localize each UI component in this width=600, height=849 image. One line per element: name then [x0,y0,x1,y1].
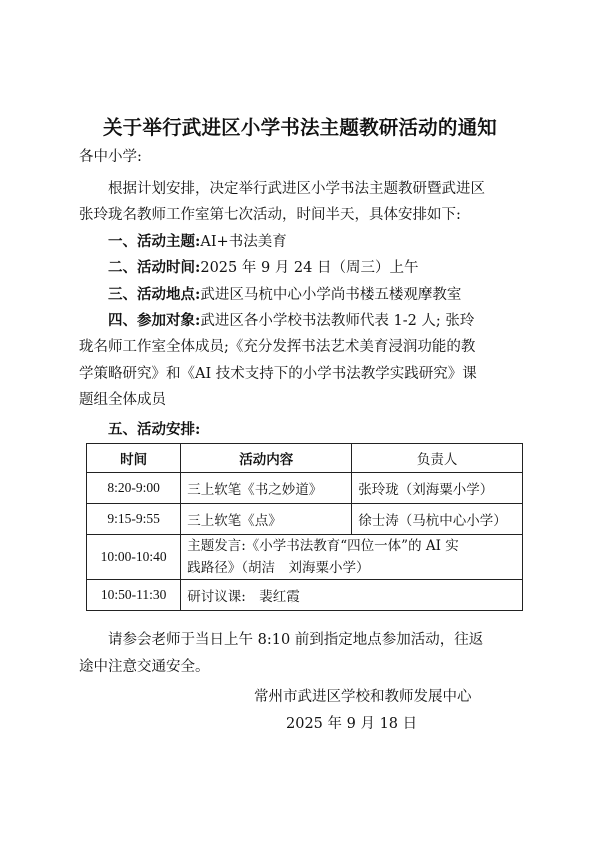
item-participants-label: 四、参加对象: [108,312,201,329]
item-place [108,285,461,305]
item-participants-line-3: 学策略研究》和《AI 技术支持下的小学书法教学实践研究》课 [79,366,477,382]
item-theme-value: AI+书法美育 [200,234,287,250]
closing-line-1: 请参会老师于当日上午 8:10 前到指定地点参加活动，往返 [108,632,484,648]
item-participants-line-1: 武进区各小学校书法教师代表 1-2 人; 张玲 [200,313,475,329]
header-time: 时间 [87,444,181,473]
item-participants-line-4: 题组全体成员 [79,392,166,408]
table-row [87,504,523,535]
item-time-label: 二、活动时间: [108,259,201,276]
item-theme-label: 一、活动主题: [108,233,201,250]
salutation: 各中小学: [79,149,142,165]
signature-org: 常州市武进区学校和教师发展中心 [254,689,472,705]
item-place-label: 三、活动地点: [108,286,201,303]
schedule-label: 五、活动安排: [108,421,201,438]
row-time: 8:20-9:00 [87,473,181,504]
header-person: 负责人 [352,444,523,473]
item-place-value: 武进区马杭中心小学尚书楼五楼观摩教室 [200,287,462,303]
table-row [87,580,523,611]
item-theme [108,232,287,252]
row-time: 10:50-11:30 [87,580,181,611]
document-title: 关于举行武进区小学书法主题教研活动的通知 [102,116,497,139]
row-time: 9:15-9:55 [87,504,181,535]
row-time: 10:00-10:40 [87,535,181,580]
item-participants-line-2: 珑名师工作室全体成员;《充分发挥书法艺术美育浸润功能的教 [79,339,476,355]
row-topic-line-1: 主题发言:《小学书法教育“四位一体”的 AI 实 [187,538,459,554]
row-topic-line-2: 践路径》（胡洁 刘海粟小学） [187,560,370,576]
row-content: 研讨议课: 裴红霞 [181,580,523,611]
item-time-value: 2025 年 9 月 24 日（周三）上午 [200,260,419,276]
row-content: 三上软笔《书之妙道》 [181,473,352,504]
item-time [108,258,418,278]
signature-date: 2025 年 9 月 18 日 [286,716,418,732]
row-topic [181,535,523,580]
schedule-table [86,443,523,611]
closing-line-2: 途中注意交通安全。 [79,659,210,675]
row-content: 三上软笔《点》 [181,504,352,535]
item-participants [108,311,474,331]
intro-line-2: 张玲珑名教师工作室第七次活动，时间半天，具体安排如下: [79,207,461,223]
row-person: 张玲珑（刘海粟小学） [352,473,523,504]
row-person: 徐士涛（马杭中心小学） [352,504,523,535]
schedule-header-row [87,444,523,473]
header-content: 活动内容 [181,444,352,473]
intro-line-1: 根据计划安排，决定举行武进区小学书法主题教研暨武进区 [108,181,485,197]
table-row [87,535,523,580]
table-row [87,473,523,504]
